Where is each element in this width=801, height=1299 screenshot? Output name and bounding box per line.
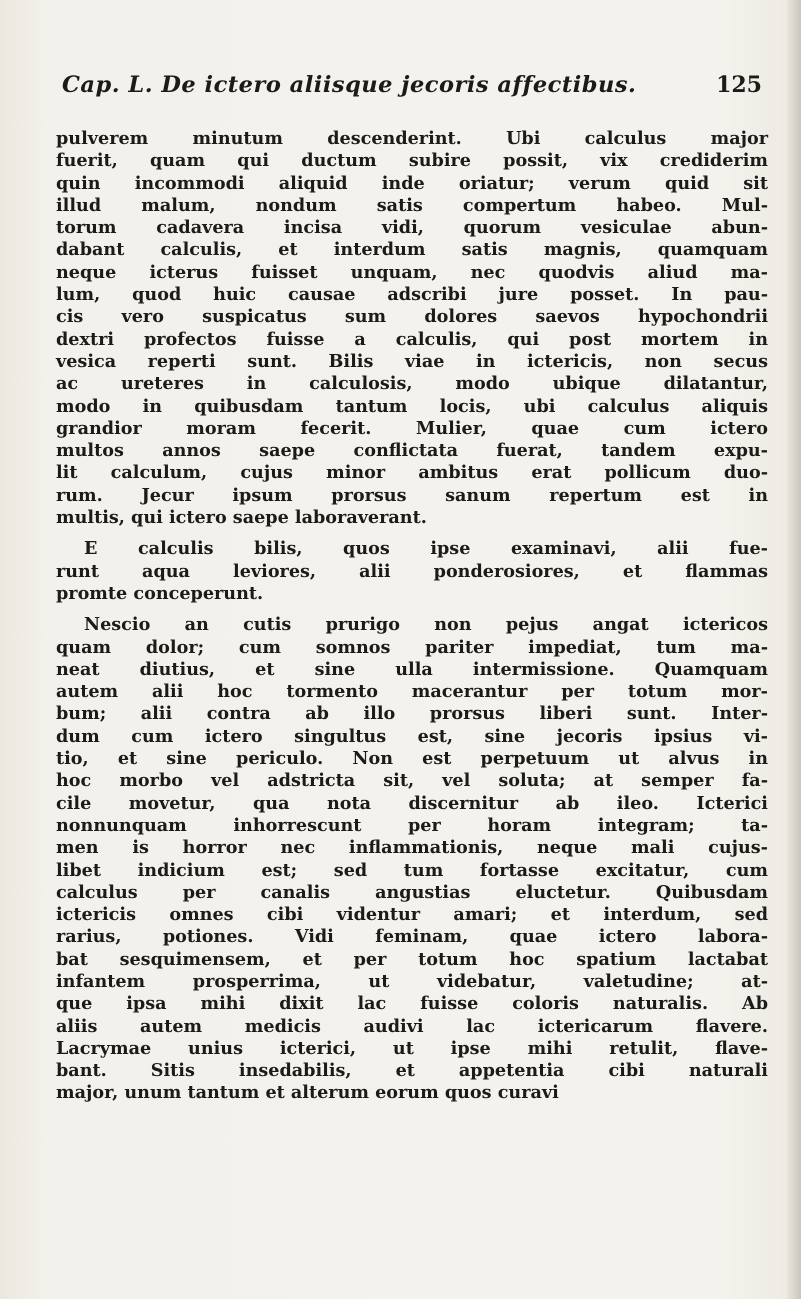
text-line: men is horror nec inflammationis, neque mali cujus- [56,837,768,859]
text-line: fuerit, quam qui ductum subire possit, vix crediderim [56,150,768,172]
text-line: promte conceperunt. [56,582,264,604]
text-line: cile movetur, qua nota discernitur ab ileo. Icterici [56,792,768,814]
text-line: neque icterus fuisset unquam, nec quodvis aliud ma- [56,261,768,283]
paragraph [56,614,768,1105]
page-number: 125 [716,72,762,98]
text-line: ictericis omnes cibi videntur amari; et interdum, sed [56,904,768,926]
body-text [56,128,768,1114]
text-line: runt aqua leviores, alii ponderosiores, et flammas [56,560,768,582]
page-header [62,72,762,112]
text-line: cis vero suspicatus sum dolores saevos hypochondrii [56,306,768,328]
text-line: Nescio an cutis prurigo non pejus angat ictericos [84,614,768,636]
text-line: grandior moram fecerit. Mulier, quae cum ictero [56,417,768,439]
text-line: torum cadavera incisa vidi, quorum vesiculae abun- [56,217,768,239]
text-line: dextri profectos fuisse a calculis, qui post mortem in [56,328,768,350]
text-line: Lacrymae unius icterici, ut ipse mihi retulit, flave- [56,1037,768,1059]
running-title: Cap. L. De ictero aliisque jecoris affectibus. [62,72,637,98]
text-line: multis, qui ictero saepe laboraverant. [56,507,427,529]
text-line: bant. Sitis insedabilis, et appetentia cibi naturali [56,1060,768,1082]
text-line: hoc morbo vel adstricta sit, vel soluta; at semper fa- [56,770,768,792]
text-line: calculus per canalis angustias eluctetur. Quibusdam [56,881,768,903]
text-line: dabant calculis, et interdum satis magnis, quamquam [56,239,768,261]
text-line: nonnunquam inhorrescunt per horam integram; ta- [56,814,768,836]
text-line: bat sesquimensem, et per totum hoc spatium lactabat [56,948,768,970]
text-line: aliis autem medicis audivi lac ictericarum flavere. [56,1015,768,1037]
page-edge [787,0,801,1299]
text-line: quam dolor; cum somnos pariter impediat, tum ma- [56,636,768,658]
text-line: multos annos saepe conflictata fuerat, tandem expu- [56,440,768,462]
text-line: neat diutius, et sine ulla intermissione. Quamquam [56,658,768,680]
text-line: que ipsa mihi dixit lac fuisse coloris naturalis. Ab [56,993,768,1015]
text-line: autem alii hoc tormento macerantur per totum mor- [56,681,768,703]
text-line: illud malum, nondum satis compertum habeo. Mul- [56,194,768,216]
text-line: infantem prosperrima, ut videbatur, valetudine; at- [56,970,768,992]
text-line: libet indicium est; sed tum fortasse excitatur, cum [56,859,768,881]
text-line: bum; alii contra ab illo prorsus liberi sunt. Inter- [56,703,768,725]
text-line: rum. Jecur ipsum prorsus sanum repertum est in [56,484,768,506]
text-line: quin incommodi aliquid inde oriatur; verum quid sit [56,172,768,194]
text-line: lit calculum, cujus minor ambitus erat pollicum duo- [56,462,768,484]
text-line: modo in quibusdam tantum locis, ubi calculus aliquis [56,395,768,417]
text-line: E calculis bilis, quos ipse examinavi, alii fue- [84,538,768,560]
text-line: ac ureteres in calculosis, modo ubique dilatantur, [56,373,768,395]
paragraph [56,128,768,529]
text-line: major, unum tantum et alterum eorum quos curavi [56,1082,559,1104]
text-line: lum, quod huic causae adscribi jure posset. In pau- [56,284,768,306]
paragraph [56,538,768,605]
text-line: pulverem minutum descenderint. Ubi calculus major [56,128,768,149]
text-line: tio, et sine periculo. Non est perpetuum ut alvus in [56,748,768,770]
text-line: rarius, potiones. Vidi feminam, quae ictero labora- [56,926,768,948]
text-line: dum cum ictero singultus est, sine jecoris ipsius vi- [56,725,768,747]
text-line: vesica reperti sunt. Bilis viae in ictericis, non secus [56,350,768,372]
